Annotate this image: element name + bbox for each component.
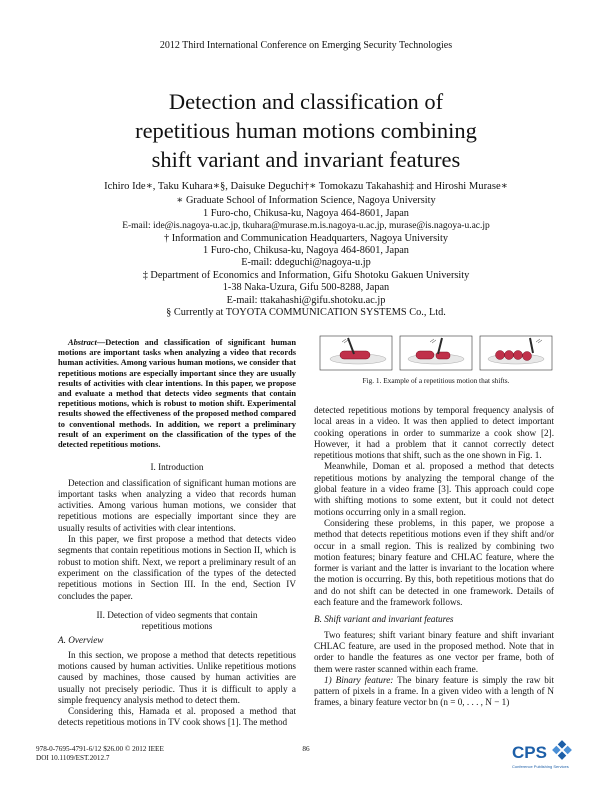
affiliation-line: E-mail: ddeguchi@nagoya-u.jp xyxy=(241,257,371,269)
title-line-2: repetitious human motions combining xyxy=(135,118,477,143)
logo-text: CPS xyxy=(512,743,547,762)
abstract-text: —Detection and classification of significant human motions are important tasks when analyzing a video that records human activities. Among various human motions, we consider that repetitious motions are especially important since they are usually results of activities with clear intentions. In this paper, we propose and evaluate a method that detects video segments that contain repetitious motions, which is robust to motion shift. Experimental results showed the effectiveness of the proposed method compared to conventional methods. In addition, we report a preliminary result of an experiment on the classification of the types of the detected repetitious motions. xyxy=(58,338,296,450)
section-heading: repetitious motions xyxy=(141,621,213,632)
affiliation-line: E-mail: ttakahashi@gifu.shotoku.ac.jp xyxy=(226,294,386,306)
affiliation-line: § Currently at TOYOTA COMMUNICATION SYSTEMS Co., Ltd. xyxy=(166,307,446,319)
paragraph: Considering this, Hamada et al. proposed a method that detects repetitious motions in TV cook shows [1]. The method xyxy=(58,706,296,728)
cps-logo xyxy=(512,738,572,772)
logo-subtitle: Conference Publishing Services xyxy=(512,764,569,769)
figure-1-illustration xyxy=(318,334,554,372)
paragraph: Considering these problems, in this paper, we propose a method that detects repetitious motions even if they shift and/or occur in a small region. This is realized by combining two motion features; binary feature and CHLAC feature, where the former is variant and the latter is invariant to the location where the motion is occurring. By this, both repetitious motions that do and do not shift can be detected in one framework. Details of each feature and the framework follows. xyxy=(314,517,554,608)
subsection-heading: A. Overview xyxy=(58,635,104,646)
paragraph: detected repetitious motions by temporal frequency analysis of local areas in a video. It was then applied to detect important cooking operations in order to summarize a cook show [2]. However, it had a problem that it cannot correctly detect repetitious motions that shift, such as the one shown in Fig. 1. xyxy=(314,405,554,461)
affiliation-line: ‡ Department of Economics and Information, Gifu Shotoku Gakuen University xyxy=(142,269,470,281)
figure-1 xyxy=(318,334,554,372)
paragraph: Meanwhile, Doman et al. proposed a method that detects repetitious motions by analyzing the temporal change of the global feature in a video frame [3]. This approach could cope with shifting motions to some extent, but it could not detect motions occurring only in a small region. xyxy=(314,461,554,517)
affiliation-line: † Information and Communication Headquarters, Nagoya University xyxy=(164,232,448,244)
affiliation-line: 1-38 Naka-Uzura, Gifu 500-8288, Japan xyxy=(222,282,390,294)
frame-2 xyxy=(400,336,472,370)
section-heading: II. Detection of video segments that contain xyxy=(96,609,258,620)
affiliation-line: ∗ Graduate School of Information Science, Nagoya University xyxy=(176,195,436,207)
subsection-heading: B. Shift variant and invariant features xyxy=(314,614,454,625)
right-column xyxy=(314,405,554,709)
paragraph-text: The binary feature is simply the raw bit pattern of pixels in a frame. In a given video with a length of N frames, a binary feature vector bn (n = 0, . . . , N − 1) xyxy=(314,674,554,708)
affiliation-line: E-mail: ide@is.nagoya-u.ac.jp, tkuhara@murase.m.is.nagoya-u.ac.jp, murase@is.nagoya-u.ac.jp xyxy=(122,221,490,232)
abstract xyxy=(58,338,296,450)
page-number: 86 xyxy=(302,745,310,753)
doi-line: DOI 10.1109/EST.2012.7 xyxy=(36,754,110,762)
paper-title xyxy=(60,87,552,174)
isbn-line: 978-0-7695-4791-6/12 $26.00 © 2012 IEEE xyxy=(36,745,164,753)
section-heading: I. Introduction xyxy=(150,462,204,473)
frame-3 xyxy=(480,336,552,370)
paragraph: In this paper, we first propose a method that detects video segments that contain repetitious motions in Section II, which is robust to motion shift. Next, we report a preliminary result of an experiment on the classification of the types of the detected repetitious motions in Section III. In the end, Section IV concludes the paper. xyxy=(58,534,296,601)
logo-diamond-icon xyxy=(552,740,572,760)
conference-header: 2012 Third International Conference on Emerging Security Technologies xyxy=(159,40,453,51)
paragraph: In this section, we propose a method that detects repetitious motions caused by human activities. Unlike repetitious motions caused by machines, those caused by human activities are usually not precisely periodic. Thus it is difficult to apply a simple frequency analysis method to detect them. xyxy=(58,649,296,705)
figure-caption: Fig. 1. Example of a repetitious motion that shifts. xyxy=(362,376,510,385)
footer-left xyxy=(36,745,164,763)
left-column xyxy=(58,338,296,729)
author-names: Ichiro Ide∗, Taku Kuhara∗§, Daisuke Deguchi†∗ Tomokazu Takahashi‡ and Hiroshi Murase∗ xyxy=(104,181,508,192)
author-block xyxy=(40,181,572,319)
title-line-1: Detection and classification of xyxy=(168,89,444,114)
paragraph: Two features; shift variant binary feature and shift invariant CHLAC feature, are used in the proposed method. Note that in order to handle the features as one vector per frame, both of them were raster scanned within each frame. xyxy=(314,629,554,674)
title-line-3: shift variant and invariant features xyxy=(151,147,461,172)
paragraph-label: 1) Binary feature: xyxy=(324,674,394,685)
affiliation-line: 1 Furo-cho, Chikusa-ku, Nagoya 464-8601, Japan xyxy=(203,207,409,219)
cps-logo-mark xyxy=(512,738,572,772)
affiliation-line: 1 Furo-cho, Chikusa-ku, Nagoya 464-8601, Japan xyxy=(203,245,409,257)
paragraph xyxy=(314,675,554,709)
abstract-label: Abstract xyxy=(68,338,97,347)
frame-1 xyxy=(320,336,392,370)
paragraph: Detection and classification of significant human motions are important tasks when analyzing a video that records human activities. Among various human motions, we consider that repetitious motions are especially important since they are usually results of activities with clear intentions. xyxy=(58,477,296,533)
